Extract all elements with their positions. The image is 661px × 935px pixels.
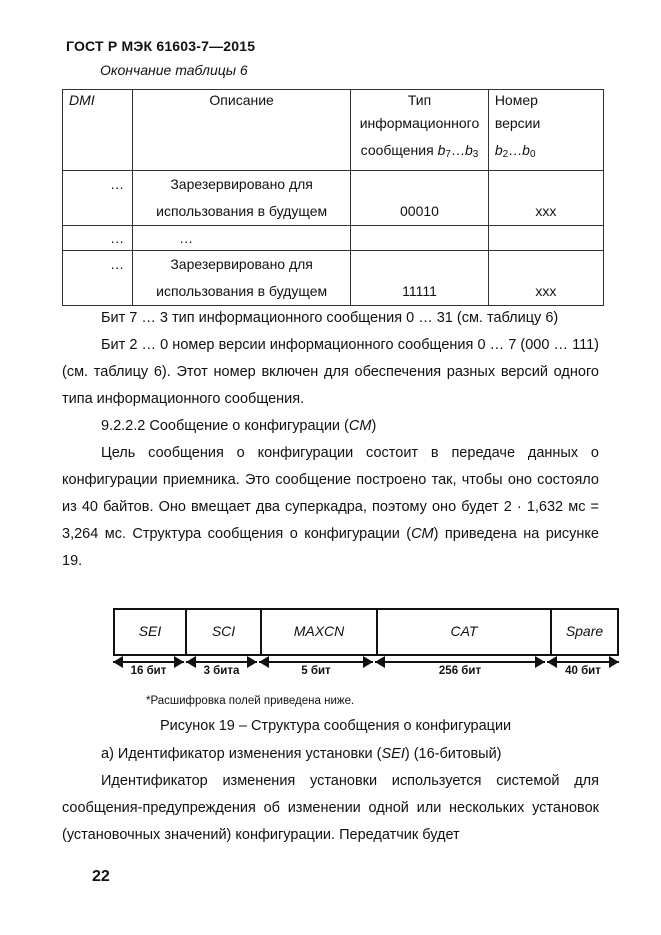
field-maxcn (262, 610, 378, 654)
table-row (63, 171, 604, 226)
row1-description (133, 171, 351, 226)
type-ellipsis: … (450, 142, 465, 158)
bits-sei: 16 бит (130, 665, 167, 677)
field-cat (378, 610, 552, 654)
row3-type: 11111 (351, 251, 489, 306)
section-heading-cm (62, 413, 599, 440)
bits-maxcn: 5 бит (301, 665, 331, 677)
header-description (133, 90, 351, 171)
bits-cat: 256 бит (438, 665, 482, 677)
header-type-line1: Тип (407, 92, 432, 108)
section-heading-text: 9.2.2.2 Сообщение о конфигурации ( (101, 418, 349, 434)
table-header-row (63, 90, 604, 171)
row3-dmi: … (63, 251, 133, 306)
table-caption: Окончание таблицы 6 (100, 62, 248, 78)
header-version-line2: версии (494, 115, 541, 131)
paragraph-sei-heading (62, 741, 599, 768)
header-version (488, 90, 603, 171)
figure-note: *Расшифровка полей приведена ниже. (146, 695, 355, 707)
row1-desc-line2: использования в будущем (156, 203, 328, 219)
table-row (63, 226, 604, 251)
table-row (63, 251, 604, 306)
b3-symbol: b (464, 142, 473, 158)
row2-description: … (133, 226, 351, 251)
header-version-line3 (495, 137, 603, 168)
header-description-text: Описание (209, 92, 274, 108)
sei-heading-end: ) (16-битовый) (404, 746, 502, 762)
paragraph-bits-version: Бит 2 … 0 номер версии информационного сообщения 0 … 7 (000 … 111) (см. таблицу 6). Этот номер включен для обеспечения разных версий одного типа информационного сообщения. (62, 337, 599, 407)
row1-desc-line1: Зарезервировано для (170, 176, 313, 192)
dmi-table (62, 89, 604, 306)
row3-version: xxx (488, 251, 603, 306)
field-sei-label: SEI (138, 623, 162, 639)
section-heading-end: ) (371, 418, 377, 434)
field-sci-label: SCI (211, 623, 236, 639)
b7-subscript: 7 (445, 149, 451, 160)
page-number: 22 (92, 868, 110, 885)
b3-subscript: 3 (472, 149, 479, 160)
b2-subscript: 2 (502, 149, 509, 160)
field-sci (187, 610, 262, 654)
paragraph-sei-description: Идентификатор изменения установки используется системой для сообщения-предупреждения об изменении одной или нескольких установок (установочных значений) конфигурации. Передатчик будет (62, 773, 599, 843)
field-cat-label: CAT (450, 623, 478, 639)
field-spare-label: Spare (565, 623, 604, 639)
header-type-line3 (351, 137, 488, 168)
field-spare (552, 610, 617, 654)
header-type-line3-text: сообщения (360, 142, 438, 158)
row3-desc-line1: Зарезервировано для (170, 256, 313, 272)
bits-sci: 3 бита (203, 665, 240, 677)
version-ellipsis: … (508, 142, 523, 158)
header-type-line2: информационного (359, 115, 480, 131)
config-message-structure-figure (113, 608, 619, 656)
paragraph-cm-purpose-text: Цель сообщения о конфигурации состоит в передаче данных о конфигурации приемника. Это сообщение построено так, чтобы оно состояло из 40 байтов. Оно вмещает два суперкадра, поэтому оно будет 2 · 1,632 мс = 3,264 мс. Структура сообщения о конфигурации ( (62, 445, 599, 542)
bits-spare: 40 бит (565, 665, 601, 677)
paragraph-cm-abbr: CM (411, 526, 434, 542)
header-dmi-text: DMI (69, 92, 95, 108)
row1-version: xxx (488, 171, 603, 226)
header-dmi (63, 90, 133, 171)
paragraph-bits-type: Бит 7 … 3 тип информационного сообщения 0 … 31 (см. таблицу 6) (101, 310, 559, 326)
sei-heading-text: а) Идентификатор изменения установки ( (101, 746, 382, 762)
figure-caption: Рисунок 19 – Структура сообщения о конфигурации (160, 718, 512, 734)
row2-version (488, 226, 603, 251)
section-heading-abbr: CM (348, 418, 372, 434)
paragraph-cm-purpose-end: ) приведена на рисунке 19. (62, 526, 599, 569)
row2-dmi: … (63, 226, 133, 251)
row1-type: 00010 (351, 171, 489, 226)
b0-symbol: b (522, 142, 530, 158)
row3-desc-line2: использования в будущем (156, 283, 328, 299)
document-header: ГОСТ Р МЭК 61603-7—2015 (66, 38, 256, 54)
row1-dmi: … (63, 171, 133, 226)
row3-description (133, 251, 351, 306)
paragraph-cm-purpose (62, 440, 599, 575)
b2-symbol: b (494, 142, 503, 158)
b0-subscript: 0 (529, 149, 536, 160)
b7-symbol: b (437, 142, 446, 158)
row2-type (351, 226, 489, 251)
field-sei (115, 610, 187, 654)
header-version-line1: Номер (494, 92, 538, 108)
header-type (351, 90, 489, 171)
field-maxcn-label: MAXCN (293, 623, 345, 639)
sei-heading-abbr: SEI (381, 746, 405, 762)
